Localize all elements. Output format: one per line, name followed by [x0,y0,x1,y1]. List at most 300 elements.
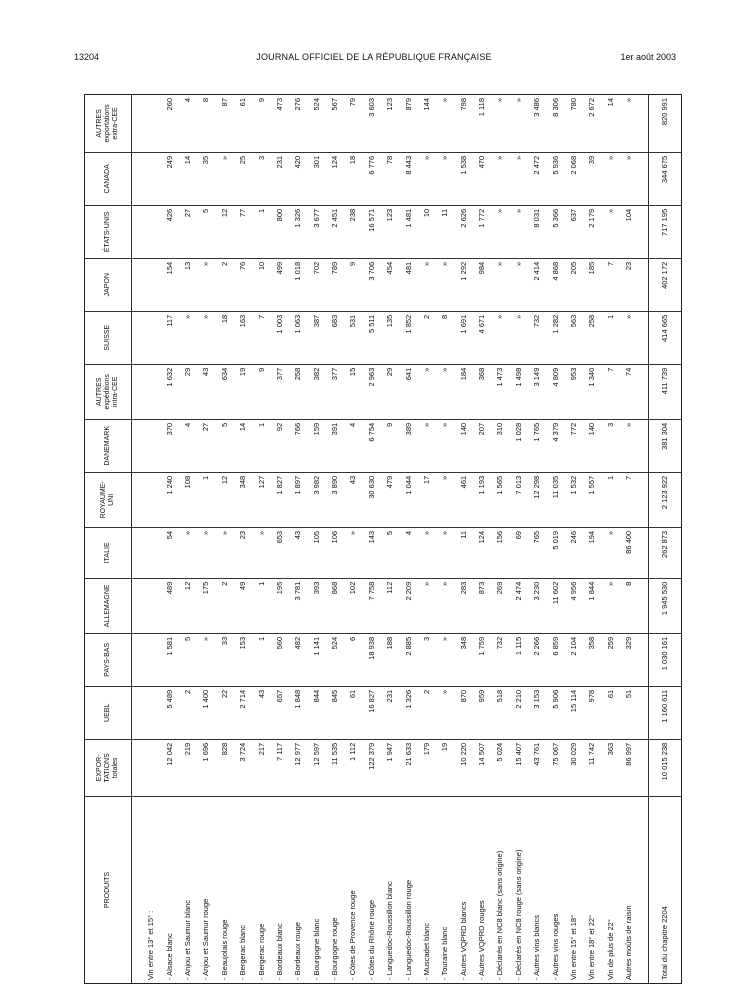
value-cell: 489 [160,578,178,633]
value-cell: 634 [216,364,234,419]
value-cell: 122 379 [363,739,381,796]
product-cell: - Côtes de Provence rouge [348,890,358,980]
table-row [271,95,289,983]
export-table [85,95,681,983]
value-cell: 25 [234,152,252,205]
value-cell: » [510,311,528,364]
value-cell: 188 [381,633,399,686]
value-cell: 217 [252,739,270,796]
value-cell: 1 030 161 [649,633,681,686]
value-cell: 140 [454,419,472,472]
value-cell: 15 [344,364,362,419]
total-row [649,95,681,983]
table-row [473,95,491,983]
value-cell: 35 [197,152,215,205]
column-header: ITALIE [85,527,132,578]
value-cell: » [436,364,454,419]
value-cell: 482 [289,633,307,686]
product-cell: - Bergerac blanc [238,924,248,980]
product-cell: - Bourgogne rouge [330,917,340,980]
value-cell: 348 [454,633,472,686]
value-cell: 879 [399,95,417,152]
value-cell: 29 [381,364,399,419]
product-cell: - Autres vins rouges [550,913,560,980]
value-cell: » [179,527,197,578]
value-cell: 1 141 [307,633,325,686]
value-cell: 4 956 [565,578,583,633]
value-cell: 5 906 [546,686,564,739]
table-row [454,95,472,983]
value-cell: 657 [271,686,289,739]
value-cell: 1 240 [160,472,178,527]
value-cell: » [418,578,436,633]
value-cell: 2 210 [510,686,528,739]
value-cell: 499 [271,258,289,311]
value-cell: 3 982 [307,472,325,527]
value-cell: 1 481 [399,205,417,258]
value-cell: 105 [307,527,325,578]
value-cell: » [510,152,528,205]
value-cell: 683 [326,311,344,364]
value-cell: » [510,205,528,258]
product-cell: - Anjou et Saumur blanc [183,899,193,980]
product-cell: Vin de plus de 22° [605,919,615,980]
publication-date: 1er août 2003 [620,52,676,62]
value-cell: » [620,152,638,205]
value-cell: 301 [307,152,325,205]
value-cell: » [216,152,234,205]
value-cell: 49 [234,578,252,633]
table-row [565,95,583,983]
table-row [381,95,399,983]
product-cell: Total du chapitre 2204 [649,797,681,984]
value-cell: 798 [454,95,472,152]
value-cell: 276 [289,95,307,152]
value-cell: 51 [620,686,638,739]
table-header-row [85,95,132,983]
value-cell: 144 [418,95,436,152]
journal-title: JOURNAL OFFICIEL DE LA RÉPUBLIQUE FRANÇAISE [256,52,492,62]
value-cell: 14 [179,152,197,205]
value-cell: 1 532 [565,472,583,527]
value-cell: 1 945 530 [649,578,681,633]
value-cell: » [344,527,362,578]
product-cell: - Muscadet blanc [421,922,431,980]
value-cell: 11 742 [583,739,601,796]
product-cell: Vin entre 18° et 22° [587,914,597,980]
value-cell: 1 [601,311,619,364]
value-cell: 1 759 [473,633,491,686]
value-cell: 1 282 [546,311,564,364]
value-cell: 30 029 [565,739,583,796]
value-cell: » [491,95,509,152]
value-cell: 14 507 [473,739,491,796]
value-cell: 69 [510,527,528,578]
value-cell: 765 [528,527,546,578]
value-cell: 2 179 [583,205,601,258]
value-cell: 124 [473,527,491,578]
value-cell: » [510,95,528,152]
value-cell: 124 [326,152,344,205]
table-row [418,95,436,983]
value-cell: 1 848 [289,686,307,739]
value-cell: 135 [381,311,399,364]
product-cell: - Autres VQPRD blancs [458,901,468,980]
value-cell: 2 266 [528,633,546,686]
value-cell: 10 [252,258,270,311]
value-cell: » [436,578,454,633]
value-cell: 3 677 [307,205,325,258]
table-row [326,95,344,983]
value-cell: 259 [601,633,619,686]
value-cell: 12 298 [528,472,546,527]
value-cell: 27 [197,419,215,472]
value-cell: 5 [197,205,215,258]
value-cell: 1 115 [510,633,528,686]
value-cell: 393 [307,578,325,633]
value-cell: 8 443 [399,152,417,205]
value-cell: 1 118 [473,95,491,152]
value-cell: 43 [252,686,270,739]
value-cell: 54 [160,527,178,578]
column-header: ALLEMAGNE [85,578,132,633]
value-cell: 377 [326,364,344,419]
value-cell: » [418,258,436,311]
table-body [132,95,682,983]
value-cell: » [197,527,215,578]
value-cell: 1 326 [289,205,307,258]
value-cell: 1 [252,419,270,472]
value-cell: 19 [436,739,454,796]
value-cell: 780 [565,95,583,152]
product-cell: - Bourgogne blanc [311,918,321,980]
value-cell: 10 [418,205,436,258]
value-cell: 789 [326,258,344,311]
value-cell: 5 024 [491,739,509,796]
value-cell: 2 672 [583,95,601,152]
value-cell: 1 565 [491,472,509,527]
value-cell: 1 292 [454,258,472,311]
value-cell: 18 [344,152,362,205]
value-cell: 1 [252,205,270,258]
value-cell: 3 230 [528,578,546,633]
value-cell: 560 [271,633,289,686]
value-cell: 1 844 [583,578,601,633]
rotated-table-container [85,95,681,983]
value-cell: 1 581 [160,633,178,686]
value-cell: 108 [179,472,197,527]
value-cell: 1 [252,633,270,686]
value-cell: 260 [160,95,178,152]
page-number: 13204 [74,52,100,62]
value-cell: 5 [179,633,197,686]
value-cell: 1 044 [399,472,417,527]
value-cell [142,686,160,739]
value-cell: 391 [326,419,344,472]
value-cell: 3 781 [289,578,307,633]
value-cell: 1 160 611 [649,686,681,739]
value-cell: 92 [271,419,289,472]
value-cell [142,364,160,419]
table-row [344,95,362,983]
value-cell: 6 776 [363,152,381,205]
value-cell: 9 [252,95,270,152]
value-cell: 7 [620,472,638,527]
value-cell: 567 [326,95,344,152]
value-cell: 112 [381,578,399,633]
value-cell: 9 [344,258,362,311]
product-cell: - Bordeaux rouge [293,922,303,980]
value-cell: 12 597 [307,739,325,796]
value-cell: 175 [197,578,215,633]
table-row [289,95,307,983]
value-cell: » [601,578,619,633]
value-cell: 13 [179,258,197,311]
table-row [197,95,215,983]
table-row [510,95,528,983]
value-cell: 17 [418,472,436,527]
value-cell: 1 [252,578,270,633]
value-cell: 1 772 [473,205,491,258]
value-cell: 249 [160,152,178,205]
value-cell: 4 671 [473,311,491,364]
value-cell: 820 991 [649,95,681,152]
value-cell: » [436,686,454,739]
value-cell: 23 [234,527,252,578]
value-cell: 414 665 [649,311,681,364]
value-cell: 454 [381,258,399,311]
value-cell: 873 [473,578,491,633]
value-cell: 329 [620,633,638,686]
table-row [363,95,381,983]
value-cell: » [418,419,436,472]
value-cell: 15 407 [510,739,528,796]
value-cell: 10 015 238 [649,739,681,796]
value-cell: 123 [381,95,399,152]
column-header: CANADA [85,152,132,205]
value-cell [142,419,160,472]
value-cell: » [436,527,454,578]
value-cell [142,527,160,578]
value-cell: 7 117 [271,739,289,796]
export-table-frame [84,94,682,984]
value-cell: 262 873 [649,527,681,578]
product-cell: - Autres VQPRD rouges [477,900,487,980]
value-cell: 86 400 [620,527,638,578]
value-cell: 845 [326,686,344,739]
value-cell: 21 633 [399,739,417,796]
value-cell: 358 [583,633,601,686]
value-cell: 641 [399,364,417,419]
value-cell: » [601,205,619,258]
value-cell: 29 [179,364,197,419]
value-cell: 1 [601,472,619,527]
table-row [216,95,234,983]
value-cell: 870 [454,686,472,739]
value-cell: 102 [344,578,362,633]
product-cell: - Bergerac rouge [256,923,266,980]
value-cell: 9 [252,364,270,419]
product-cell: Vin entre 13° et 15° : [146,910,156,980]
value-cell: 184 [454,364,472,419]
value-cell: 381 304 [649,419,681,472]
value-cell [142,258,160,311]
value-cell: 1 852 [399,311,417,364]
spacer-row [638,95,649,983]
product-cell: - Anjou et Saumur rouge [201,898,211,980]
value-cell: 368 [473,364,491,419]
value-cell: » [620,95,638,152]
table-row [234,95,252,983]
value-cell: 420 [289,152,307,205]
value-cell: 104 [620,205,638,258]
value-cell: 8 [197,95,215,152]
table-row [620,95,638,983]
value-cell: 2 [179,686,197,739]
product-cell: - Languedoc-Roussillon blanc [385,881,395,980]
value-cell: 185 [583,258,601,311]
column-header: UEBL [85,686,132,739]
value-cell: 156 [491,527,509,578]
value-cell: 8 [620,578,638,633]
value-cell: 127 [252,472,270,527]
value-cell: 12 [216,472,234,527]
value-cell: 5 511 [363,311,381,364]
value-cell: 7 758 [363,578,381,633]
value-cell: 1 003 [271,311,289,364]
value-cell: 389 [399,419,417,472]
product-cell: Vin entre 15° et 18° [568,914,578,980]
value-cell: 1 112 [344,739,362,796]
value-cell: 194 [583,527,601,578]
product-cell: - Alsace blanc [164,933,174,980]
value-cell: 3 890 [326,472,344,527]
value-cell: 2 451 [326,205,344,258]
value-cell: 1 538 [454,152,472,205]
value-cell: 205 [565,258,583,311]
value-cell: 1 897 [289,472,307,527]
value-cell: 10 220 [454,739,472,796]
value-cell: 732 [491,633,509,686]
value-cell: 11 035 [546,472,564,527]
value-cell: 43 [344,472,362,527]
value-cell: 7 013 [510,472,528,527]
value-cell: 310 [491,419,509,472]
value-cell: 953 [565,364,583,419]
value-cell: 18 938 [363,633,381,686]
value-cell: 2 [418,686,436,739]
column-header: EXPOR-TATIONS totales [85,739,132,796]
value-cell: 117 [160,311,178,364]
value-cell: 1 340 [583,364,601,419]
value-cell: 1 691 [454,311,472,364]
value-cell: 153 [234,633,252,686]
value-cell: 9 [381,419,399,472]
value-cell: 1 632 [160,364,178,419]
value-cell: » [436,633,454,686]
value-cell: 5 489 [160,686,178,739]
value-cell: 4 809 [546,364,564,419]
value-cell: 7 [601,258,619,311]
value-cell: 11 535 [326,739,344,796]
value-cell: 30 630 [363,472,381,527]
value-cell: » [436,419,454,472]
column-header: ÉTATS-UNIS [85,205,132,258]
value-cell: 258 [289,364,307,419]
value-cell: 563 [565,311,583,364]
value-cell: 1 193 [473,472,491,527]
value-cell: » [601,152,619,205]
value-cell: 4 379 [546,419,564,472]
value-cell: 1 557 [583,472,601,527]
value-cell: 8 306 [546,95,564,152]
value-cell: 87 [216,95,234,152]
value-cell: » [620,419,638,472]
value-cell: 2 472 [528,152,546,205]
column-header: PRODUITS [85,797,132,984]
value-cell: 61 [344,686,362,739]
value-cell: » [436,472,454,527]
value-cell: 800 [271,205,289,258]
value-cell: 258 [583,311,601,364]
table-row [179,95,197,983]
value-cell: 4 [179,419,197,472]
value-cell: 978 [583,686,601,739]
value-cell: 11 [436,205,454,258]
value-cell: 766 [289,419,307,472]
value-cell: 7 [601,364,619,419]
table-row [583,95,601,983]
value-cell: 470 [473,152,491,205]
value-cell: 5 366 [546,205,564,258]
value-cell: 2 414 [528,258,546,311]
value-cell: 2 885 [399,633,417,686]
value-cell: 377 [271,364,289,419]
page-header [0,52,748,66]
value-cell: 159 [307,419,325,472]
value-cell: 3 [601,419,619,472]
value-cell: 179 [418,739,436,796]
table-row [491,95,509,983]
value-cell: 77 [234,205,252,258]
value-cell: 402 172 [649,258,681,311]
spacer-row [132,95,143,983]
value-cell: 844 [307,686,325,739]
value-cell: 3 603 [363,95,381,152]
table-row [307,95,325,983]
value-cell: 207 [473,419,491,472]
value-cell: 12 042 [160,739,178,796]
value-cell: 2 123 922 [649,472,681,527]
value-cell: » [216,527,234,578]
value-cell: » [436,152,454,205]
value-cell: 238 [344,205,362,258]
value-cell: » [601,527,619,578]
value-cell: 231 [381,686,399,739]
value-cell: » [620,311,638,364]
value-cell: 702 [307,258,325,311]
value-cell: 370 [160,419,178,472]
product-cell: - Déclarés en NC8 rouge (sans origine) [513,849,523,980]
value-cell: 473 [271,95,289,152]
product-cell: - Beaujolais rouge [219,919,229,980]
value-cell: 5 [216,419,234,472]
value-cell: 11 602 [546,578,564,633]
value-cell: 4 868 [546,258,564,311]
value-cell: 86 997 [620,739,638,796]
value-cell: 1 498 [510,364,528,419]
value-cell: 524 [326,633,344,686]
